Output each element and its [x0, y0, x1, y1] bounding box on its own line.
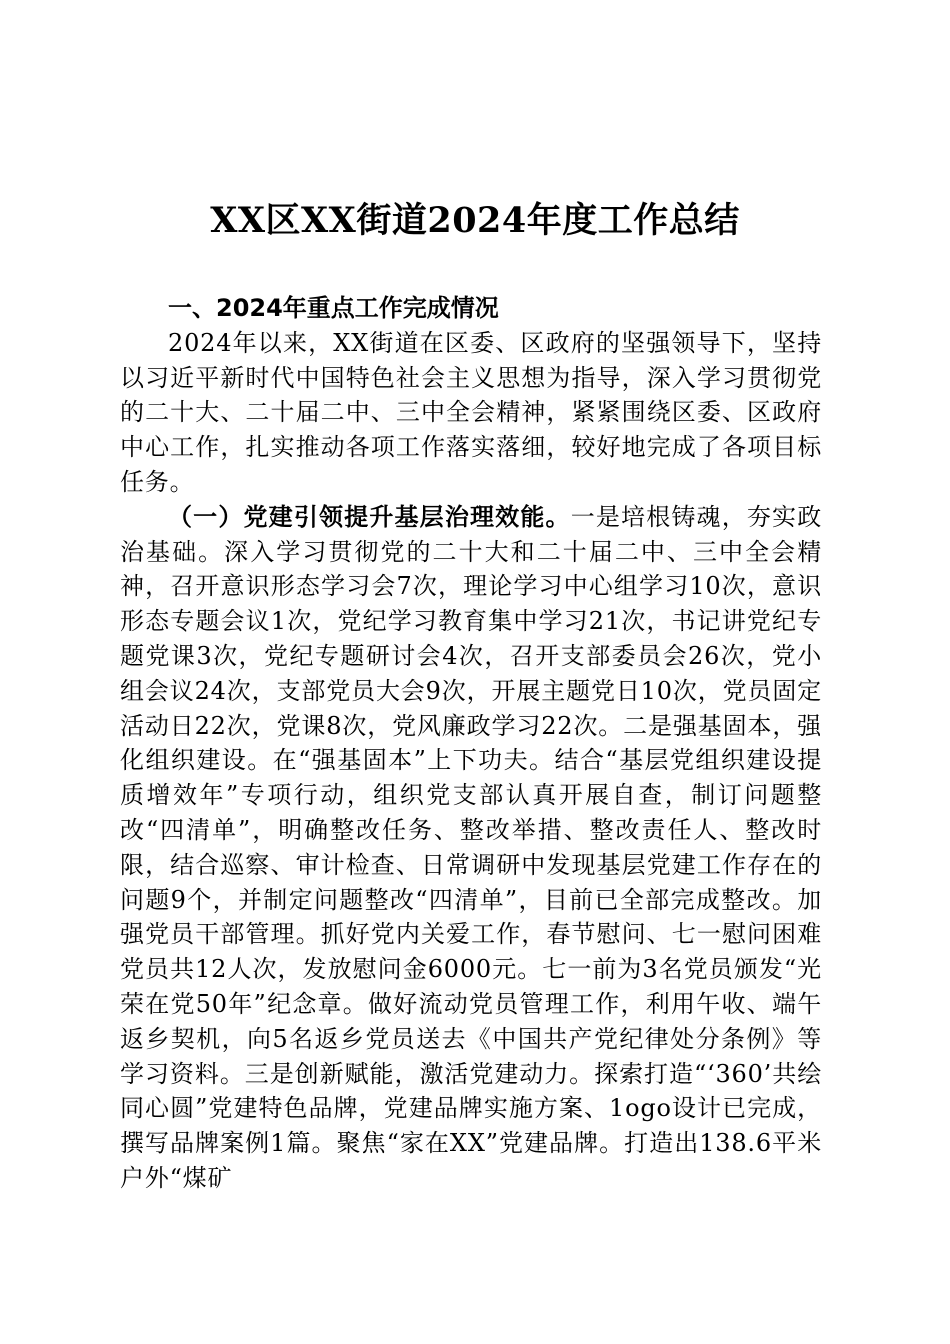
subsection-paragraph [120, 500, 822, 1196]
section-heading: 一、2024年重点工作完成情况 [168, 294, 499, 322]
document-title: XX区XX街道2024年度工作总结 [210, 200, 740, 241]
subsection-heading: （一）党建引领提升基层治理效能。 [168, 502, 571, 531]
subsection-body: 一是培根铸魂，夯实政治基础。深入学习贯彻党的二十大和二十届二中、三中全会精神，召开意识形态学习会7次，理论学习中心组学习10次，意识形态专题会议1次，党纪学习教育集中学习21次，书记讲党纪专题党课3次，党纪专题研讨会4次，召开支部委员会26次，党小组会议24次，支部党员大会9次，开展主题党日10次，党员固定活动日22次，党课8次，党风廉政学习22次。二是强基固本，强化组织建设。在“强基固本”上下功夫。结合“基层党组织建设提质增效年”专项行动，组织党支部认真开展自查，制订问题整改“四清单”，明确整改任务、整改举措、整改责任人、整改时限，结合巡察、审计检查、日常调研中发现基层党建工作存在的问题9个，并制定问题整改“四清单”，目前已全部完成整改。加强党员干部管理。抓好党内关爱工作，春节慰问、七一慰问困难党员共12人次，发放慰问金6000元。七一前为3名党员颁发“光荣在党50年”纪念章。做好流动党员管理工作，利用午收、端午返乡契机，向5名返乡党员送去《中国共产党纪律处分条例》等学习资料。三是创新赋能，激活党建动力。探索打造“‘360’共绘同心圆”党建特色品牌，党建品牌实施方案、1ogo设计已完成，撰写品牌案例1篇。聚焦“家在XX”党建品牌。打造出138.6平米户外“煤矿 [120, 502, 822, 1192]
intro-paragraph: 2024年以来，XX街道在区委、区政府的坚强领导下，坚持以习近平新时代中国特色社会主义思想为指导，深入学习贯彻党的二十大、二十届二中、三中全会精神，紧紧围绕区委、区政府中心工作，扎实推动各项工作落实落细，较好地完成了各项目标任务。 [120, 328, 822, 496]
document-body [120, 291, 822, 1196]
